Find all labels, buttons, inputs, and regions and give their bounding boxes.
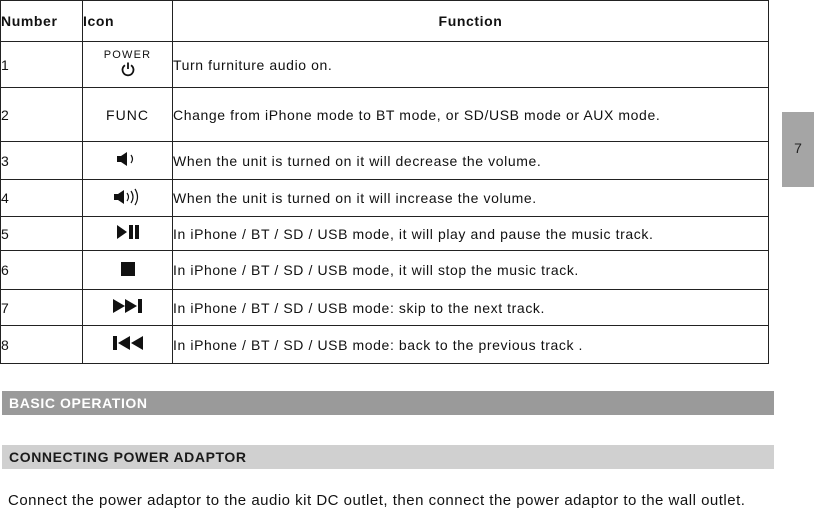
icon-cell (83, 290, 173, 326)
play-pause-icon (115, 224, 141, 240)
row-description: When the unit is turned on it will decrease the volume. (173, 142, 769, 180)
row-description: In iPhone / BT / SD / USB mode: back to the previous track . (173, 326, 769, 364)
power-label: POWER (103, 49, 152, 61)
table-row (1, 217, 769, 251)
icon-cell (83, 326, 173, 364)
table-row (1, 180, 769, 217)
page-number: 7 (794, 140, 802, 156)
power-instruction-text: Connect the power adaptor to the audio kit DC outlet, then connect the power adaptor to the wall outlet. (8, 492, 746, 509)
table-row (1, 290, 769, 326)
row-number: 7 (1, 290, 83, 326)
row-number: 6 (1, 251, 83, 290)
header-icon: Icon (83, 1, 173, 42)
icon-cell (83, 217, 173, 251)
icon-cell (83, 88, 173, 142)
volume-down-icon (116, 151, 140, 167)
row-number: 1 (1, 42, 83, 88)
table-header-row (1, 1, 769, 42)
page-number-tab (782, 112, 814, 187)
power-icon (120, 61, 136, 77)
icon-cell (83, 251, 173, 290)
icon-cell (83, 180, 173, 217)
table-row (1, 42, 769, 88)
row-description: In iPhone / BT / SD / USB mode, it will stop the music track. (173, 251, 769, 290)
table-row (1, 88, 769, 142)
icon-cell (83, 142, 173, 180)
row-description: In iPhone / BT / SD / USB mode: skip to the next track. (173, 290, 769, 326)
table-row (1, 326, 769, 364)
table-row (1, 142, 769, 180)
header-function: Function (173, 1, 769, 42)
row-description: In iPhone / BT / SD / USB mode, it will play and pause the music track. (173, 217, 769, 251)
row-number: 2 (1, 88, 83, 142)
row-number: 3 (1, 142, 83, 180)
row-number: 4 (1, 180, 83, 217)
skip-next-icon (112, 298, 144, 314)
skip-previous-icon (111, 335, 145, 351)
icon-cell (83, 42, 173, 88)
section-connecting-power: CONNECTING POWER ADAPTOR (2, 445, 774, 469)
row-description: Change from iPhone mode to BT mode, or SD/USB mode or AUX mode. (173, 88, 769, 142)
section-basic-operation: BASIC OPERATION (2, 391, 774, 415)
volume-up-icon (113, 188, 143, 206)
stop-icon (120, 261, 136, 277)
table-row (1, 251, 769, 290)
row-description: Turn furniture audio on. (173, 42, 769, 88)
header-number: Number (1, 1, 83, 42)
func-label: FUNC (106, 106, 149, 123)
row-number: 5 (1, 217, 83, 251)
row-description: When the unit is turned on it will increase the volume. (173, 180, 769, 217)
row-number: 8 (1, 326, 83, 364)
